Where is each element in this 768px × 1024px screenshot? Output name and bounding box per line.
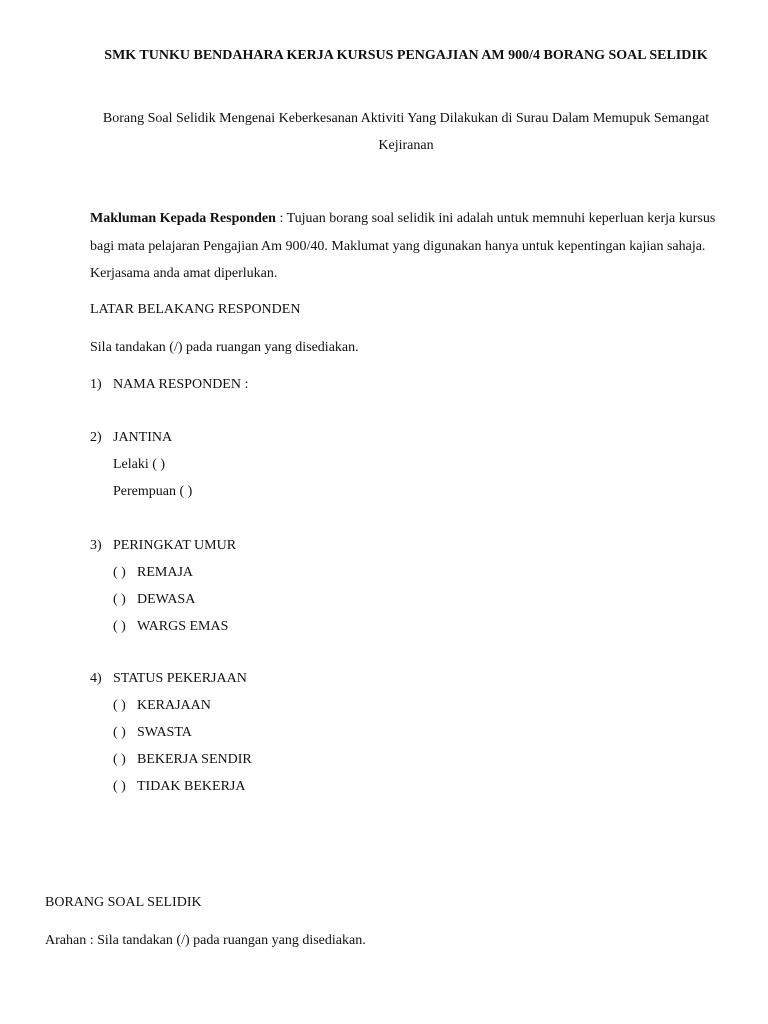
- checkbox-blank[interactable]: ( ): [113, 565, 126, 580]
- question-label-age: PERINGKAT UMUR: [113, 538, 237, 553]
- section-heading-background: LATAR BELAKANG RESPONDEN: [90, 302, 301, 317]
- section-instruction: Sila tandakan (/) pada ruangan yang disediakan.: [90, 340, 359, 355]
- option-female[interactable]: Perempuan ( ): [113, 484, 193, 499]
- checkbox-blank[interactable]: ( ): [113, 779, 126, 794]
- section-instruction-questionnaire: Arahan : Sila tandakan (/) pada ruangan yang disediakan.: [45, 933, 366, 948]
- option-male[interactable]: Lelaki ( ): [113, 457, 166, 472]
- option-kerajaan[interactable]: [113, 697, 211, 715]
- option-label: REMAJA: [137, 565, 194, 580]
- section-heading-questionnaire: BORANG SOAL SELIDIK: [45, 895, 202, 910]
- option-bekerja-sendiri[interactable]: [113, 751, 252, 769]
- option-label: BEKERJA SENDIR: [137, 752, 252, 767]
- question-number-3: 3): [90, 538, 102, 553]
- option-label: SWASTA: [137, 725, 192, 740]
- respondent-notice-label: Makluman Kepada Responden: [90, 211, 276, 226]
- option-warga-emas[interactable]: [113, 618, 228, 636]
- respondent-notice: [90, 205, 730, 288]
- question-number-1: 1): [90, 377, 102, 392]
- checkbox-blank[interactable]: ( ): [113, 752, 126, 767]
- respondent-notice-text: : Tujuan borang soal selidik ini adalah untuk memnuhi keperluan kerja kursus bagi mata pelajaran Pengajian Am 900/40. Maklumat yang digunakan hanya untuk kepentingan kajian sahaja. Kerjasama anda amat diperlukan.: [90, 211, 716, 281]
- question-number-2: 2): [90, 430, 102, 445]
- question-label-employment: STATUS PEKERJAAN: [113, 671, 247, 686]
- option-label: DEWASA: [137, 592, 196, 607]
- document-subtitle: Borang Soal Selidik Mengenai Keberkesanan Aktiviti Yang Dilakukan di Surau Dalam Memupuk Semangat Kejiranan: [102, 111, 710, 153]
- checkbox-blank[interactable]: ( ): [113, 619, 126, 634]
- checkbox-blank[interactable]: ( ): [113, 725, 126, 740]
- question-number-4: 4): [90, 671, 102, 686]
- question-label-gender: JANTINA: [113, 430, 173, 445]
- document-title: SMK TUNKU BENDAHARA KERJA KURSUS PENGAJIAN AM 900/4 BORANG SOAL SELIDIK: [104, 48, 708, 63]
- option-swasta[interactable]: [113, 724, 192, 742]
- question-label-name: NAMA RESPONDEN :: [113, 377, 249, 392]
- checkbox-blank[interactable]: ( ): [113, 698, 126, 713]
- option-label: WARGS EMAS: [137, 619, 229, 634]
- checkbox-blank[interactable]: ( ): [113, 592, 126, 607]
- option-dewasa[interactable]: [113, 591, 195, 609]
- option-remaja[interactable]: [113, 564, 193, 582]
- option-tidak-bekerja[interactable]: [113, 778, 246, 796]
- option-label: KERAJAAN: [137, 698, 211, 713]
- option-label: TIDAK BEKERJA: [137, 779, 246, 794]
